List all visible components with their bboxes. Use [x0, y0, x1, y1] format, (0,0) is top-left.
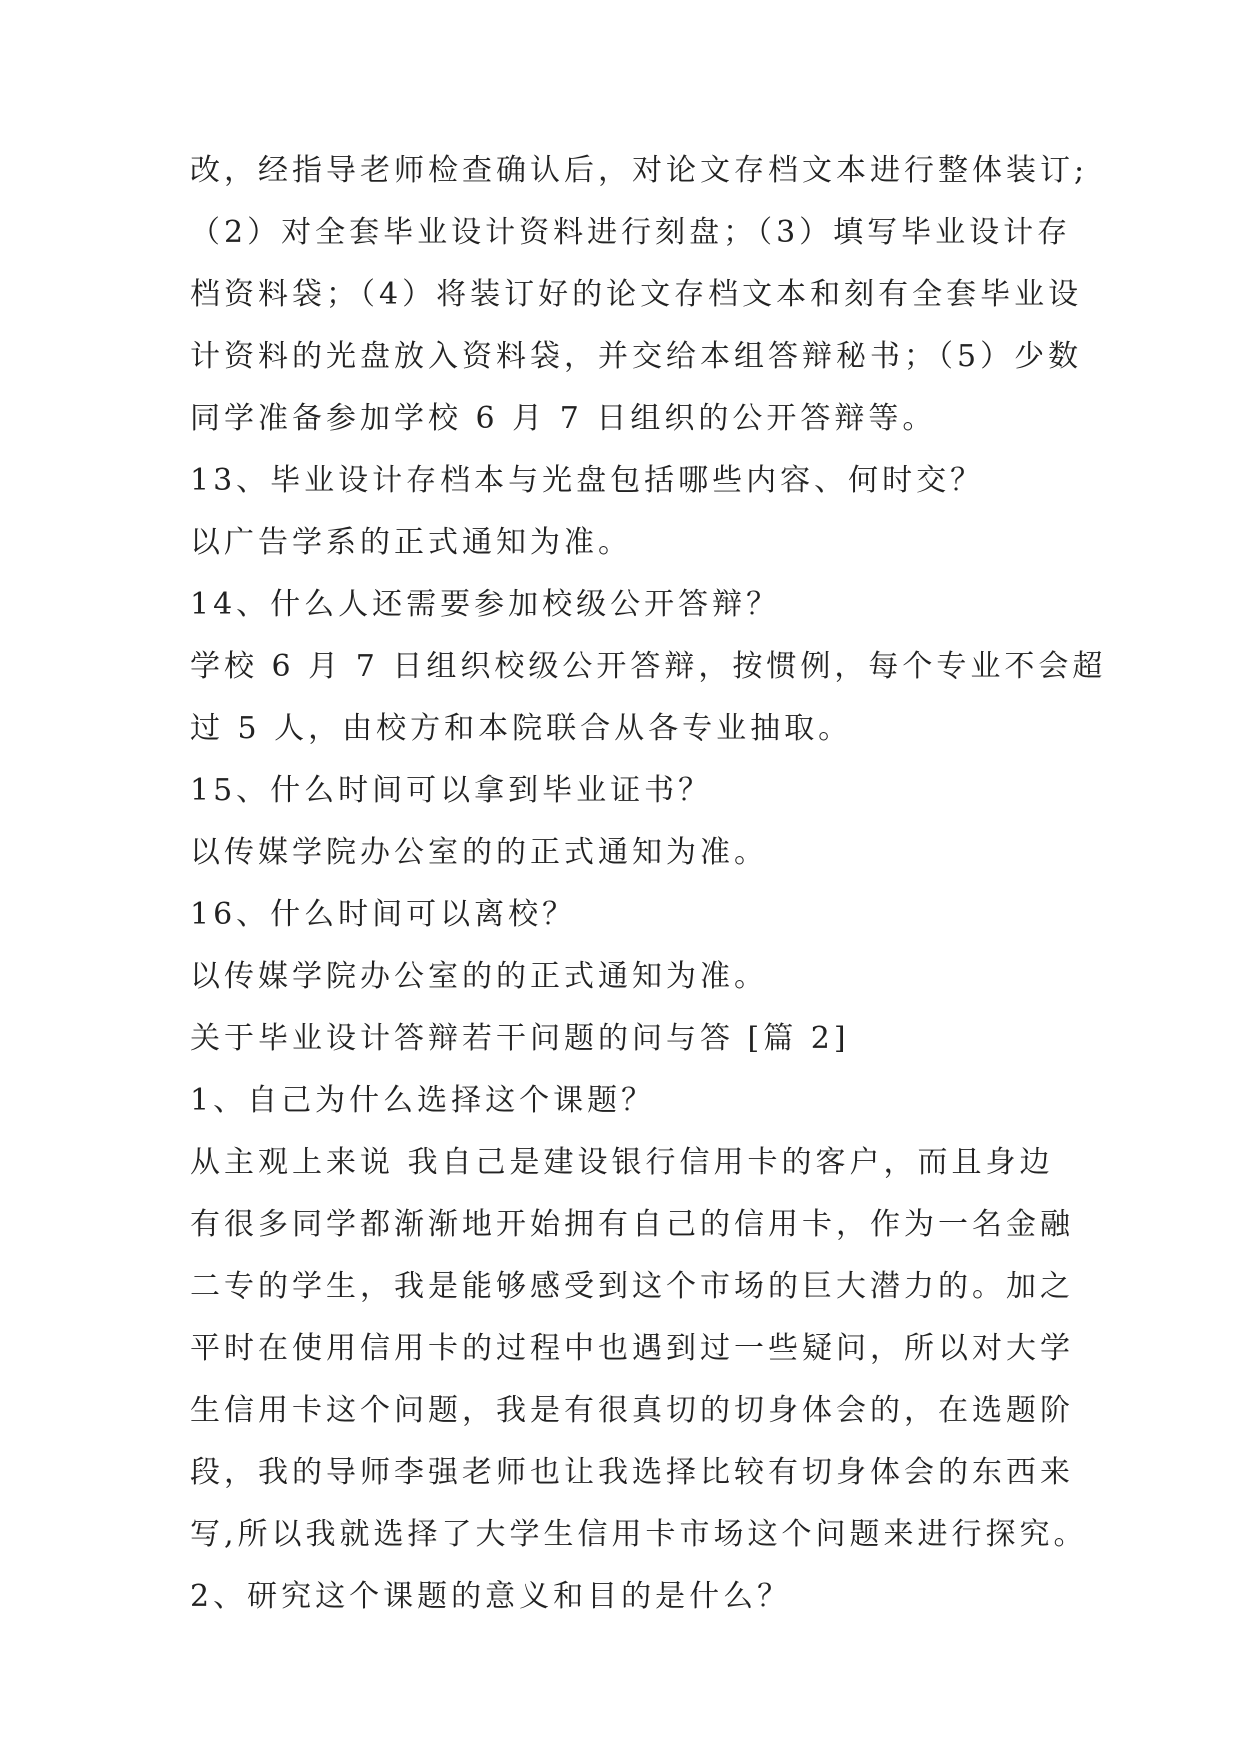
text-line: （2）对全套毕业设计资料进行刻盘；（3）填写毕业设计存 [190, 215, 1072, 250]
question-heading: 13、毕业设计存档本与光盘包括哪些内容、何时交？ [190, 463, 985, 498]
answer-text: 从主观上来说 我自己是建设银行信用卡的客户，而且身边 [190, 1145, 1054, 1180]
answer-text: 有很多同学都渐渐地开始拥有自己的信用卡，作为一名金融 [190, 1207, 1074, 1242]
text-line: 改，经指导老师检查确认后，对论文存档文本进行整体装订; [190, 153, 1089, 188]
text-line: 计资料的光盘放入资料袋，并交给本组答辩秘书；（5）少数 [190, 339, 1083, 374]
answer-text: 二专的学生，我是能够感受到这个市场的巨大潜力的。加之 [190, 1269, 1074, 1304]
question-heading: 15、什么时间可以拿到毕业证书？ [190, 773, 713, 808]
question-heading: 16、什么时间可以离校？ [190, 897, 577, 932]
answer-text: 过 5 人，由校方和本院联合从各专业抽取。 [190, 711, 853, 746]
question-heading: 1、自己为什么选择这个课题？ [190, 1083, 656, 1118]
answer-text: 平时在使用信用卡的过程中也遇到过一些疑问，所以对大学 [190, 1331, 1074, 1366]
answer-text: 段，我的导师李强老师也让我选择比较有切身体会的东西来 [190, 1455, 1074, 1490]
document-body [190, 140, 1107, 1628]
answer-text: 以广告学系的正式通知为准。 [190, 525, 632, 560]
answer-text: 学校 6 月 7 日组织校级公开答辩，按惯例，每个专业不会超 [190, 649, 1107, 684]
text-line: 档资料袋；（4）将装订好的论文存档文本和刻有全套毕业设 [190, 277, 1083, 312]
answer-text: 以传媒学院办公室的的正式通知为准。 [190, 959, 768, 994]
answer-text: 生信用卡这个问题，我是有很真切的切身体会的，在选题阶 [190, 1393, 1074, 1428]
section-title: 关于毕业设计答辩若干问题的问与答 [篇 2] [190, 1021, 850, 1056]
answer-text: 写,所以我就选择了大学生信用卡市场这个问题来进行探究。 [190, 1517, 1088, 1552]
text-line: 同学准备参加学校 6 月 7 日组织的公开答辩等。 [190, 401, 937, 436]
question-heading: 2、研究这个课题的意义和目的是什么？ [190, 1579, 792, 1614]
answer-text: 以传媒学院办公室的的正式通知为准。 [190, 835, 768, 870]
question-heading: 14、什么人还需要参加校级公开答辩？ [190, 587, 781, 622]
